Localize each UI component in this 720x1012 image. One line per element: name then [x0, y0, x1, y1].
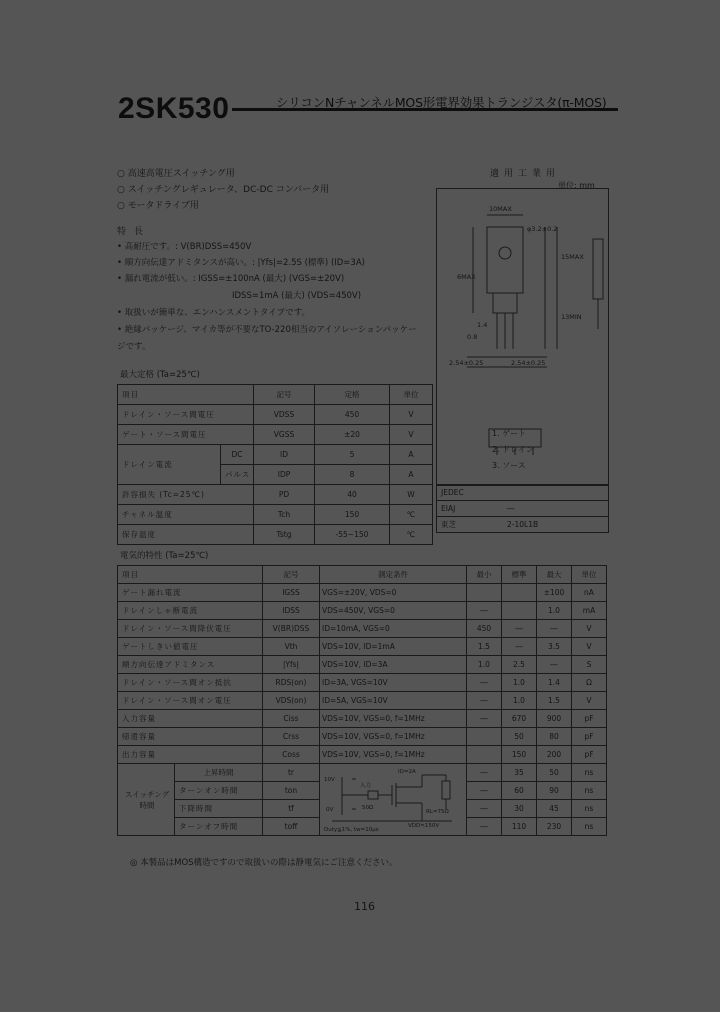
elec-title: 電気的特性 (Ta=25℃) — [120, 551, 209, 561]
std-jedec: JEDEC — [437, 485, 608, 501]
elec-header: 項目 記号 測定条件 最小 標準 最大 単位 — [118, 566, 607, 584]
dim-5: 13MIN — [561, 313, 582, 321]
abs-max-row: 保存温度 Tstg -55~150 ℃ — [118, 525, 433, 545]
std-toshiba: 東芝 2-10L1B — [441, 520, 539, 529]
feature-1: • 高耐圧です。: V(BR)DSS=450V — [117, 242, 252, 252]
package-title: 適用工業用 — [490, 169, 561, 179]
page-number: 116 — [354, 900, 375, 913]
pin-3: 3. ソース — [492, 461, 526, 470]
circuit-label: VDD≒150V — [408, 822, 440, 829]
application-3: ○ モータドライブ用 — [117, 201, 199, 211]
package-outline-drawing — [437, 189, 608, 485]
elec-table — [117, 565, 607, 836]
elec-row: ドレイン・ソース間降伏電圧 V(BR)DSS ID=10mA, VGS=0 450 ― ― V — [118, 620, 607, 638]
dim-9: 1.4 — [477, 321, 488, 329]
package-drawing-box — [436, 188, 609, 486]
feature-4: • 取扱いが簡単な、エンハンスメントタイプです。 — [117, 308, 311, 318]
dim-3: 6MAX — [457, 273, 476, 281]
elec-row: スイッチング時間 上昇時間 tr ID=2A 入力 10V 0V 50Ω RL=75Ω VDD≒150V Duty≦1%, tw=10μs ― 35 50 ns — [118, 764, 607, 782]
circuit-label: 入力 — [360, 782, 372, 789]
elec-row: 帰還容量 Crss VDS=10V, VGS=0, f=1MHz 50 80 pF — [118, 728, 607, 746]
elec-row: ゲート漏れ電流 IGSS VGS=±20V, VDS=0 ±100 nA — [118, 584, 607, 602]
circuit-label: ID=2A — [398, 768, 416, 775]
elec-row: 下降時間 tf ― 30 45 ns — [118, 800, 607, 818]
circuit-label: Duty≦1%, tw=10μs — [324, 826, 379, 833]
dim-4: 15MAX — [561, 253, 584, 261]
unit-label: 単位: mm — [558, 181, 595, 190]
dim-2: φ3.2±0.2 — [527, 225, 558, 233]
dim-1: 10MAX — [489, 205, 512, 213]
elec-row: 出力容量 Coss VDS=10V, VGS=0, f=1MHz 150 200 pF — [118, 746, 607, 764]
abs-max-row: ドレイン・ソース間電圧 VDSS 450 V — [118, 405, 433, 425]
application-2: ○ スイッチングレギュレータ、DC-DC コンバータ用 — [117, 185, 330, 195]
abs-max-row: ゲート・ソース間電圧 VGSS ±20 V — [118, 425, 433, 445]
feature-5: • 絶縁パッケージ、マイカ等が不要なTO-220相当のアイソレーションパッケージです。 — [117, 325, 417, 352]
switching-circuit-diagram — [322, 765, 464, 833]
abs-max-title: 最大定格 (Ta=25℃) — [120, 370, 200, 380]
switching-test-circuit — [320, 764, 467, 836]
dim-8: 0.8 — [467, 333, 478, 341]
abs-max-row: チャネル温度 Tch 150 ℃ — [118, 505, 433, 525]
circuit-label: RL=75Ω — [426, 808, 449, 815]
pin-2: 2. ドレイン — [492, 445, 534, 454]
elec-row: ドレイン・ソース間オン電圧 VDS(on) ID=5A, VGS=10V ― 1.0 1.5 V — [118, 692, 607, 710]
esd-note: ◎ 本製品はMOS構造ですので取扱いの際は静電気にご注意ください。 — [130, 858, 398, 868]
feature-3-cont: IDSS=1mA (最大) (VDS=450V) — [232, 291, 362, 301]
standards-box — [436, 484, 609, 533]
circuit-label: 0V — [326, 806, 334, 813]
part-number: 2SK530 — [118, 92, 230, 125]
abs-max-row: 許容損失 (Tc=25℃) PD 40 W — [118, 485, 433, 505]
abs-max-header: 項目 記号 定格 単位 — [118, 385, 433, 405]
circuit-label: 50Ω — [362, 804, 374, 811]
feature-3: • 漏れ電流が低い。: IGSS=±100nA (最大) (VGS=±20V) — [117, 274, 345, 284]
elec-row: ゲートしきい値電圧 Vth VDS=10V, ID=1mA 1.5 ― 3.5 V — [118, 638, 607, 656]
features-heading: 特長 — [117, 227, 152, 237]
elec-row: ドレインしゃ断電流 IDSS VDS=450V, VGS=0 ― 1.0 mA — [118, 602, 607, 620]
abs-max-row: ドレイン電流 DC ID 5 A — [118, 445, 433, 465]
subtitle: シリコンNチャンネルMOS形電界効果トランジスタ(π-MOS) — [276, 95, 607, 110]
elec-row: ドレイン・ソース間オン抵抗 RDS(on) ID=3A, VGS=10V ― 1.0 1.4 Ω — [118, 674, 607, 692]
feature-2: • 順方向伝達アドミタンスが高い。: |Yfs|=2.5S (標準) (ID=3A) — [117, 258, 365, 268]
dim-7: 2.54±0.25 — [511, 359, 546, 367]
abs-max-table — [117, 384, 433, 545]
circuit-label: 10V — [324, 776, 335, 783]
dim-6: 2.54±0.25 — [449, 359, 484, 367]
elec-row: ターンオン時間 ton ― 60 90 ns — [118, 782, 607, 800]
application-1: ○ 高速高電圧スイッチング用 — [117, 169, 235, 179]
abs-max-row: パルス IDP 8 A — [118, 465, 433, 485]
elec-row: ターンオフ時間 toff ― 110 230 ns — [118, 818, 607, 836]
pin-1: 1. ゲート — [492, 429, 527, 438]
std-eiaj: EIAJ ― — [437, 501, 608, 517]
elec-row: 順方向伝達アドミタンス |Yfs| VDS=10V, ID=3A 1.0 2.5 ― S — [118, 656, 607, 674]
elec-row: 入力容量 Ciss VDS=10V, VGS=0, f=1MHz ― 670 900 pF — [118, 710, 607, 728]
